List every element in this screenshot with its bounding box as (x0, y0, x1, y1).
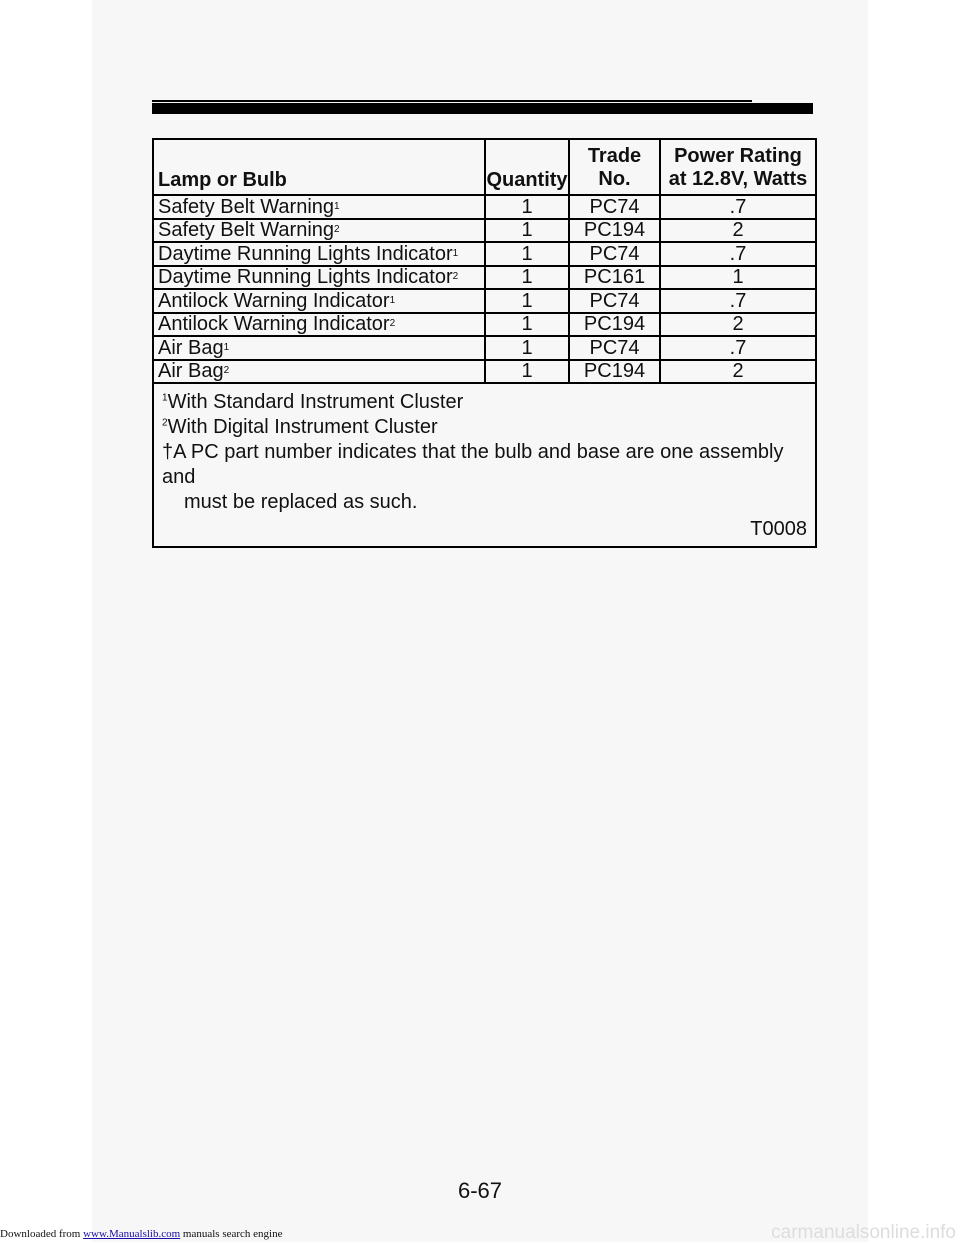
table-code: T0008 (750, 518, 807, 540)
table-header-row (154, 140, 815, 196)
header-power-rating: Power Rating at 12.8V, Watts (659, 140, 815, 194)
manualslib-link[interactable]: www.Manualslib.com (83, 1228, 181, 1240)
table-footnotes (154, 384, 815, 546)
table-row: Air Bag 1 1 PC74 .7 (154, 337, 815, 361)
header-quantity: Quantity (484, 140, 568, 194)
table-row: Safety Belt Warning 1 1 PC74 .7 (154, 196, 815, 220)
table-row: Antilock Warning Indicator 2 1 PC194 2 (154, 314, 815, 338)
table-row: Antilock Warning Indicator 1 1 PC74 .7 (154, 290, 815, 314)
table-row: Air Bag 2 1 PC194 2 (154, 361, 815, 385)
footnote-2: $^2$With Digital Instrument Cluster (162, 416, 438, 438)
header-lamp: Lamp or Bulb (158, 169, 287, 191)
download-source-note: Downloaded from www.Manualslib.com manuals search engine (0, 1228, 283, 1240)
table-row: Safety Belt Warning 2 1 PC194 2 (154, 220, 815, 244)
page-number: 6-67 (457, 1178, 503, 1203)
footnote-dagger-continued: must be replaced as such. (184, 491, 418, 513)
table-row: Daytime Running Lights Indicator 2 1 PC161 1 (154, 267, 815, 291)
table-row: Daytime Running Lights Indicator 1 1 PC74 .7 (154, 243, 815, 267)
section-rule (152, 103, 813, 114)
site-watermark: carmanualsonline.info (771, 1222, 956, 1243)
section-rule-thin (152, 100, 752, 102)
footnote-dagger: †A PC part number indicates that the bulb and base are one assembly and (162, 441, 784, 488)
header-trade-no: Trade No. (568, 140, 659, 194)
footnote-1: $^1$With Standard Instrument Cluster (162, 391, 464, 413)
bulb-table (152, 138, 817, 548)
